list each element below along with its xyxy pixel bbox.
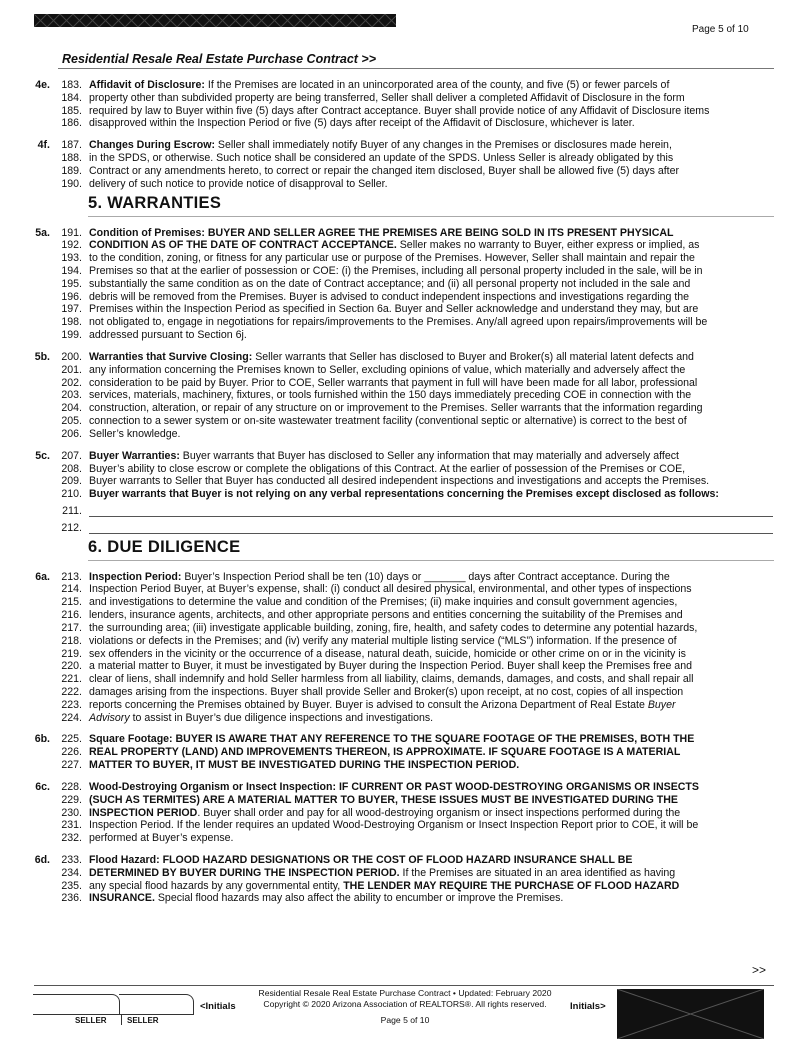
bold-text: Condition of Premises: BUYER AND SELLER AGREE THE PREMISES ARE BEING SOLD IN ITS PRESENT PHYSICAL xyxy=(89,226,674,239)
text-run: the surrounding area; (iii) investigate applicable building, zoning, fire, health, and safety codes to determine any potential hazards, xyxy=(89,621,698,634)
line-text xyxy=(89,686,683,699)
line-text xyxy=(89,105,709,118)
contract-line xyxy=(0,746,800,759)
line-number: 221. xyxy=(61,673,82,686)
line-text xyxy=(89,648,686,661)
line-text xyxy=(89,781,699,794)
text-run: If the Premises are located in an unincorporated area of the county, and five (5) or fewer parcels of xyxy=(204,79,670,91)
line-text xyxy=(89,622,697,635)
line-text xyxy=(89,79,669,92)
line-number: 233. xyxy=(61,854,82,866)
contract-line xyxy=(0,880,800,893)
line-number: 216. xyxy=(61,609,82,622)
text-run: substantially the same condition as on the date of Contract acceptance; and (ii) all personal property not included in the sale and xyxy=(89,277,691,290)
line-number: 190. xyxy=(61,177,82,190)
line-text xyxy=(89,178,388,191)
contract-line xyxy=(0,139,800,152)
text-run: disapproved within the Inspection Period or five (5) days after receipt of the Affidavit of Disclosure, whichever is later. xyxy=(89,117,635,130)
line-text xyxy=(89,252,695,265)
line-number: 227. xyxy=(61,759,82,772)
contract-line xyxy=(0,351,800,364)
line-number: 197. xyxy=(61,303,82,316)
line-text xyxy=(89,759,519,772)
seller-initials-field-2[interactable] xyxy=(119,994,194,1015)
contract-line xyxy=(0,377,800,390)
line-text xyxy=(89,807,680,820)
contract-line xyxy=(0,854,800,867)
line-number: 205. xyxy=(61,415,82,428)
contract-line xyxy=(0,265,800,278)
line-text xyxy=(89,746,680,759)
text-run: not obligated to, engage in negotiations for repairs/improvements to the Premises. Any/all agreed upon repairs/improvements will be xyxy=(89,316,708,329)
footer-page: Page 5 of 10 xyxy=(380,1015,430,1025)
line-number: 222. xyxy=(61,685,82,698)
contract-line xyxy=(0,781,800,794)
line-number: 212. xyxy=(61,521,82,534)
contract-line xyxy=(0,165,800,178)
document-title: Residential Resale Real Estate Purchase Contract >> xyxy=(62,52,377,66)
bold-text: INSPECTION PERIOD xyxy=(89,806,198,819)
text-run: Special flood hazards may also affect the ability to encumber or improve the Premises. xyxy=(154,892,564,905)
bold-text: DETERMINED BY BUYER DURING THE INSPECTION PERIOD. xyxy=(89,866,400,879)
bold-text: (SUCH AS TERMITES) ARE A MATERIAL MATTER TO BUYER, THESE ISSUES MUST BE INVESTIGATED DURING THE xyxy=(89,793,678,806)
text-run: . Buyer shall order and pay for all wood-destroying organism or insect inspections performed during the xyxy=(197,806,681,819)
bold-text: Flood Hazard: FLOOD HAZARD DESIGNATIONS OR THE COST OF FLOOD HAZARD INSURANCE SHALL BE xyxy=(89,854,633,866)
text-run: violations or defects in the Premises; and (iv) verify any material multiple listing service (“MLS”) information. If the presence of xyxy=(89,634,677,647)
line-text xyxy=(89,92,685,105)
text-run: Contract or any amendments hereto, to correct or repair the changed item disclosed, Buyer shall be allowed five (5) days after xyxy=(89,164,680,177)
text-run: Inspection Period Buyer, at Buyer’s expense, shall: (i) conduct all desired physical, environmental, and other types of inspections xyxy=(89,583,692,596)
line-number: 231. xyxy=(61,819,82,832)
footer-divider xyxy=(34,985,774,986)
seller-labels xyxy=(33,1014,193,1025)
text-run: required by law to Buyer within five (5) days after Contract acceptance. Buyer shall provide notice of any Affidavit of Disclosure items xyxy=(89,104,710,117)
line-number: 198. xyxy=(61,316,82,329)
line-number: 220. xyxy=(61,660,82,673)
text-run: reports concerning the Premises obtained by Buyer. Buyer is advised to consult the Arizona Department of Real Estate xyxy=(89,698,648,711)
line-number: 193. xyxy=(61,252,82,265)
line-number: 195. xyxy=(61,277,82,290)
text-run: lenders, insurance agents, architects, and other appropriate persons and entities concerning the suitability of the Premises and xyxy=(89,609,683,622)
bold-text: Affidavit of Disclosure: xyxy=(89,79,205,91)
redaction-cross xyxy=(617,989,764,1039)
line-number: 202. xyxy=(61,376,82,389)
page-number-top: Page 5 of 10 xyxy=(692,24,749,35)
line-number: 224. xyxy=(61,711,82,724)
line-number: 215. xyxy=(61,596,82,609)
footer-line-1: Residential Resale Real Estate Purchase Contract • Updated: February 2020 xyxy=(258,988,552,998)
contract-line xyxy=(0,239,800,252)
line-number: 184. xyxy=(61,91,82,104)
text-run: Buyer’s ability to close escrow or complete the obligations of this Contract. At the earlier of possession of the Premises or COE, xyxy=(89,462,686,475)
contract-line xyxy=(0,673,800,686)
line-text xyxy=(89,854,632,867)
contract-line xyxy=(0,699,800,712)
line-text xyxy=(89,450,679,463)
line-text xyxy=(89,351,694,364)
line-text xyxy=(89,265,703,278)
line-text xyxy=(89,377,697,390)
contract-line xyxy=(0,428,800,441)
line-text xyxy=(89,583,692,596)
section-number: 6d. xyxy=(34,854,50,866)
text-run: Seller warrants that Seller has disclosed to Buyer and Broker(s) all material latent defects and xyxy=(252,350,694,363)
line-number: 188. xyxy=(61,152,82,165)
line-number: 219. xyxy=(61,647,82,660)
section-number: 5c. xyxy=(35,449,50,462)
line-text xyxy=(89,428,180,441)
line-number: 232. xyxy=(61,832,82,845)
bold-text: Changes During Escrow: xyxy=(89,139,215,152)
line-number: 228. xyxy=(61,780,82,793)
section-heading: 5. WARRANTIES xyxy=(88,193,222,212)
contract-line xyxy=(0,402,800,415)
line-number: 204. xyxy=(61,402,82,415)
text-run: in the SPDS, or otherwise. Such notice shall be considered an update of the SPDS. Unless Seller is already obligated by this xyxy=(89,152,674,165)
contract-line xyxy=(0,583,800,596)
section-heading: 6. DUE DILIGENCE xyxy=(88,537,241,556)
contract-line xyxy=(0,303,800,316)
contract-line xyxy=(0,450,800,463)
text-run: If the Premises are situated in an area identified as having xyxy=(399,866,676,879)
contract-line xyxy=(0,596,800,609)
line-text xyxy=(89,699,676,712)
line-text xyxy=(89,291,689,304)
line-number: 213. xyxy=(61,570,82,583)
text-run: Seller shall immediately notify Buyer of any changes in the Premises or disclosures made herein, xyxy=(214,139,672,152)
section-number: 5b. xyxy=(34,350,50,363)
text-run: Premises so that at the earlier of possession or COE: (i) the Premises, including all personal property included in the sale, will be in xyxy=(89,265,703,278)
line-number: 206. xyxy=(61,427,82,440)
bold-text: MATTER TO BUYER, IT MUST BE INVESTIGATED DURING THE INSPECTION PERIOD. xyxy=(89,759,520,772)
text-run: sex offenders in the vicinity or the occurrence of a disease, natural death, suicide, homicide or other crime on or in the vicinity is xyxy=(89,647,686,660)
line-number: 226. xyxy=(61,746,82,759)
line-text xyxy=(89,635,677,648)
line-text xyxy=(89,673,694,686)
line-number: 185. xyxy=(61,104,82,117)
contract-line xyxy=(0,475,800,488)
fill-in-line[interactable] xyxy=(89,533,773,534)
line-number: 217. xyxy=(61,621,82,634)
contract-line xyxy=(0,505,800,518)
line-number: 194. xyxy=(61,265,82,278)
line-number: 186. xyxy=(61,117,82,130)
bold-text: REAL PROPERTY (LAND) AND IMPROVEMENTS THEREON, IS APPROXIMATE. IF SQUARE FOOTAGE IS A MATERIAL xyxy=(89,746,681,759)
line-number: 218. xyxy=(61,634,82,647)
contract-line xyxy=(0,733,800,746)
contract-line xyxy=(0,463,800,476)
text-run: any information concerning the Premises known to Seller, excluding opinions of value, which materially and adversely affect the xyxy=(89,363,686,376)
contract-line xyxy=(0,635,800,648)
line-text xyxy=(89,892,563,905)
text-run: Buyer warrants that Buyer has disclosed to Seller any information that may materially and adversely affect xyxy=(179,449,679,462)
line-text xyxy=(89,117,635,130)
text-run: and investigations to determine the value and condition of the Premises; (ii) make inquiries and consult government agencies, xyxy=(89,596,678,609)
contract-line xyxy=(0,178,800,191)
contract-line xyxy=(0,522,800,535)
italic-text: Advisory xyxy=(89,711,130,724)
text-run: to assist in Buyer’s due diligence inspections and investigations. xyxy=(129,711,434,724)
line-number: 210. xyxy=(61,488,82,501)
text-run: Buyer warrants to Seller that Buyer has conducted all desired independent inspections and investigations and accepts the Premises. xyxy=(89,475,710,488)
seller-initials-field-1[interactable] xyxy=(33,994,120,1015)
text-run: damages arising from the inspections. Buyer shall provide Seller and Broker(s) upon receipt, at no cost, copies of all inspection xyxy=(89,685,684,698)
section-number: 5a. xyxy=(35,226,50,239)
line-text xyxy=(89,139,672,152)
line-number: 199. xyxy=(61,329,82,342)
line-text xyxy=(89,239,699,252)
text-run: to the condition, zoning, or fitness for any particular use or purpose of the Premises. However, Seller shall maintain and repair the xyxy=(89,252,695,265)
contract-line xyxy=(0,278,800,291)
line-text xyxy=(89,880,679,893)
text-run: consideration to be paid by Buyer. Prior to COE, Seller warrants that payment in full will have been made for all labor, professional xyxy=(89,376,698,389)
section-number: 6b. xyxy=(34,733,50,746)
contract-line xyxy=(0,389,800,402)
line-text xyxy=(89,609,683,622)
section-number: 4e. xyxy=(35,79,50,91)
continue-marker: >> xyxy=(752,963,767,977)
text-run: any special flood hazards by any governmental entity, xyxy=(89,879,344,892)
text-run: delivery of such notice to provide notice of disapproval to Seller. xyxy=(89,177,388,190)
line-number: 187. xyxy=(61,139,82,152)
line-text xyxy=(89,227,674,240)
line-number: 234. xyxy=(61,866,82,879)
seller-label-1: SELLER xyxy=(75,1016,107,1025)
seller-label-separator xyxy=(121,1014,122,1025)
line-number: 229. xyxy=(61,793,82,806)
contract-line xyxy=(0,686,800,699)
line-text xyxy=(89,867,675,880)
line-number: 211. xyxy=(62,504,82,517)
line-text xyxy=(89,415,687,428)
contract-line xyxy=(0,92,800,105)
bold-text: Wood-Destroying Organism or Insect Inspection: IF CURRENT OR PAST WOOD-DESTROYING ORGANISMS OR INSECTS xyxy=(89,780,699,793)
bold-text: INSURANCE. xyxy=(89,892,155,905)
contract-line xyxy=(0,105,800,118)
line-text xyxy=(89,278,690,291)
line-text xyxy=(89,794,678,807)
bold-text: Inspection Period: xyxy=(89,570,182,583)
section-number: 6c. xyxy=(35,780,50,793)
contract-line xyxy=(0,807,800,820)
section-heading-rule xyxy=(88,560,774,561)
bold-text: THE LENDER MAY REQUIRE THE PURCHASE OF FLOOD HAZARD xyxy=(343,879,680,892)
section-heading-rule xyxy=(88,216,774,217)
text-run: debris will be removed from the Premises. Buyer is advised to conduct independent inspections and investigations regarding the xyxy=(89,290,690,303)
text-run: property other than subdivided property are being transferred, Seller shall deliver a completed Affidavit of Disclosure in the form xyxy=(89,91,685,104)
text-run: Seller makes no warranty to Buyer, either express or implied, as xyxy=(396,239,700,252)
contract-line xyxy=(0,819,800,832)
bold-text: Buyer Warranties: xyxy=(89,449,180,462)
line-number: 225. xyxy=(61,733,82,746)
text-run: Inspection Period. If the lender requires an updated Wood-Destroying Organism or Insect Inspection Report prior to COE, it will be xyxy=(89,819,699,832)
contract-line xyxy=(0,227,800,240)
text-run: Seller’s knowledge. xyxy=(89,427,181,440)
initials-right-label: Initials> xyxy=(570,1001,606,1012)
line-number: 183. xyxy=(61,79,82,91)
line-text xyxy=(89,364,685,377)
bold-text: CONDITION AS OF THE DATE OF CONTRACT ACCEPTANCE. xyxy=(89,239,397,252)
title-divider xyxy=(58,68,774,69)
contract-line xyxy=(0,794,800,807)
text-run: services, materials, machinery, fixtures, or tools furnished within the 150 days immediately preceding COE in connection with the xyxy=(89,389,692,402)
redaction-pattern xyxy=(34,14,396,27)
fill-in-line[interactable] xyxy=(89,516,773,517)
contract-line xyxy=(0,571,800,584)
contract-line xyxy=(0,291,800,304)
contract-line xyxy=(0,759,800,772)
line-text xyxy=(89,316,707,329)
line-number: 235. xyxy=(61,879,82,892)
line-number: 209. xyxy=(61,475,82,488)
line-number: 191. xyxy=(61,226,82,239)
section-number: 4f. xyxy=(37,139,50,152)
contract-line xyxy=(0,622,800,635)
contract-line xyxy=(0,415,800,428)
line-text xyxy=(89,165,679,178)
line-number: 201. xyxy=(61,363,82,376)
line-text xyxy=(89,571,670,584)
line-number: 200. xyxy=(61,350,82,363)
contract-line xyxy=(0,660,800,673)
line-text xyxy=(89,712,433,725)
contract-line xyxy=(0,832,800,845)
italic-text: Buyer xyxy=(647,698,676,711)
bold-text: Warranties that Survive Closing: xyxy=(89,350,253,363)
bold-text: Buyer warrants that Buyer is not relying on any verbal representations concerning the Premises except disclosed as follows: xyxy=(89,488,719,501)
line-text xyxy=(89,475,709,488)
line-text xyxy=(89,832,233,845)
contract-line xyxy=(0,316,800,329)
line-number: 203. xyxy=(61,389,82,402)
contract-line xyxy=(0,488,800,501)
line-number: 196. xyxy=(61,290,82,303)
contract-line xyxy=(0,867,800,880)
text-run: addressed pursuant to Section 6j. xyxy=(89,329,247,342)
contract-line xyxy=(0,117,800,130)
text-run: Premises within the Inspection Period as specified in Section 6a. Buyer and Seller acknowledge and understand they may, but are xyxy=(89,303,699,316)
contract-line xyxy=(0,609,800,622)
line-text xyxy=(89,733,694,746)
contract-line xyxy=(0,712,800,725)
contract-line xyxy=(0,79,800,92)
contract-line xyxy=(0,892,800,905)
contract-line xyxy=(0,329,800,342)
text-run: construction, alteration, or repair of any structure on or improvement to the Premises. Seller warrants that the information regarding xyxy=(89,402,703,415)
initials-left-label: <Initials xyxy=(200,1001,236,1012)
line-text xyxy=(89,819,698,832)
line-text xyxy=(89,488,719,501)
contract-line xyxy=(0,648,800,661)
redacted-buyer-initials xyxy=(617,989,764,1039)
line-text xyxy=(89,402,703,415)
line-number: 207. xyxy=(61,449,82,462)
section-number: 6a. xyxy=(35,570,50,583)
text-run: performed at Buyer’s expense. xyxy=(89,832,234,845)
text-run: clear of liens, shall indemnify and hold Seller harmless from all liability, claims, demands, damages, and costs, and shall repair all xyxy=(89,673,694,686)
line-text xyxy=(89,660,692,673)
text-run: connection to a sewer system or on-site wastewater treatment facility (conventional septic or alternative) is correct to the best of xyxy=(89,415,687,428)
bold-text: Square Footage: BUYER IS AWARE THAT ANY REFERENCE TO THE SQUARE FOOTAGE OF THE PREMISES, BOTH THE xyxy=(89,733,695,746)
footer-line-2: Copyright © 2020 Arizona Association of REALTORS®. All rights reserved. xyxy=(263,999,547,1009)
line-text xyxy=(89,329,247,342)
line-number: 223. xyxy=(61,698,82,711)
line-text xyxy=(89,463,685,476)
line-number: 192. xyxy=(61,239,82,252)
seller-label-2: SELLER xyxy=(127,1016,159,1025)
line-text xyxy=(89,152,673,165)
redacted-header-bar xyxy=(34,14,396,27)
line-text xyxy=(89,596,677,609)
contract-line xyxy=(0,152,800,165)
text-run: a material matter to Buyer, it must be investigated by Buyer during the Inspection Period. Buyer shall keep the Premises free and xyxy=(89,660,692,673)
line-text xyxy=(89,389,691,402)
text-run: Buyer’s Inspection Period shall be ten (10) days or _______ days after Contract acceptance. During the xyxy=(181,570,670,583)
line-number: 230. xyxy=(61,806,82,819)
contract-line xyxy=(0,252,800,265)
contract-line xyxy=(0,364,800,377)
line-text xyxy=(89,303,698,316)
line-number: 236. xyxy=(61,892,82,905)
line-number: 189. xyxy=(61,164,82,177)
line-number: 208. xyxy=(61,462,82,475)
line-number: 214. xyxy=(61,583,82,596)
